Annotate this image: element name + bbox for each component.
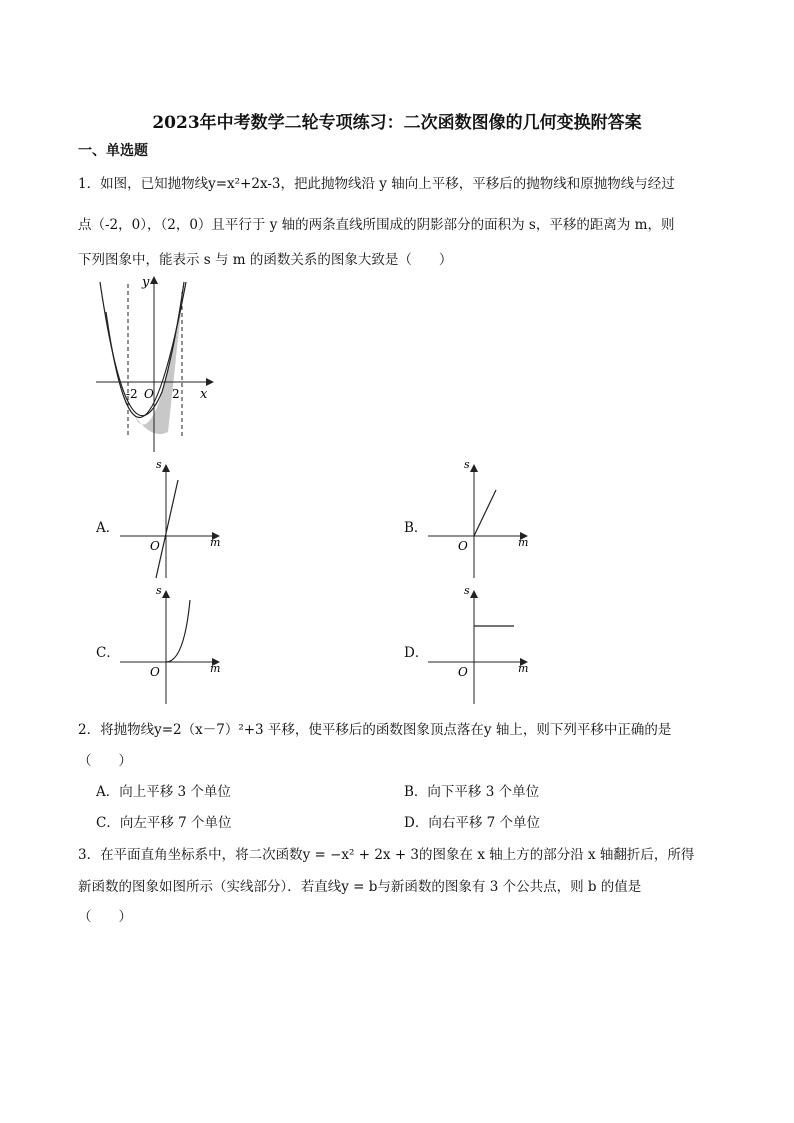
fig-neg2-label: -2 — [126, 387, 138, 401]
opt-a-s: s — [156, 462, 162, 471]
q1-option-d-graph — [424, 588, 534, 706]
q3-line-2: 新函数的图象如图所示（实线部分）．若直线y = b与新函数的图象有 3 个公共点，则 b 的值是 — [78, 879, 642, 895]
q1-option-a-letter[interactable]: A． — [96, 520, 120, 536]
q1-option-c-letter[interactable]: C． — [96, 645, 120, 661]
fig-origin-label: O — [144, 387, 154, 401]
opt-a-m: m — [210, 536, 221, 549]
q1-option-d-letter[interactable]: D． — [404, 645, 429, 661]
q3-line-3: （ ） — [78, 909, 132, 925]
q2-line-1: 2．将抛物线y=2（x－7）²+3 平移，使平移后的函数图象顶点落在y 轴上，则下列平移中正确的是 — [78, 722, 672, 738]
q1-line-2: 点（-2，0），（2，0）且平行于 y 轴的两条直线所围成的阴影部分的面积为 s，平移的距离为 m，则 — [78, 217, 675, 233]
q1-option-a-graph — [116, 462, 226, 580]
opt-c-s: s — [156, 588, 162, 597]
q1-option-c-graph — [116, 588, 226, 706]
q2-line-2: （ ） — [78, 753, 132, 769]
opt-a-o: O — [150, 539, 160, 553]
q3-line-1: 3．在平面直角坐标系中，将二次函数y = −x² + 2x + 3的图象在 x 轴上方的部分沿 x 轴翻折后，所得 — [78, 847, 695, 863]
opt-d-s: s — [464, 588, 470, 597]
q1-line-1: 1．如图，已知抛物线y=x²+2x-3，把此抛物线沿 y 轴向上平移，平移后的抛物线和原抛物线与经过 — [78, 176, 675, 192]
opt-b-o: O — [458, 539, 468, 553]
opt-d-m: m — [518, 662, 529, 675]
q1-option-b-graph — [424, 462, 534, 580]
fig-two-label: 2 — [172, 387, 180, 401]
opt-c-m: m — [210, 662, 221, 675]
q1-option-b-letter[interactable]: B． — [404, 520, 428, 536]
opt-b-s: s — [464, 462, 470, 471]
fig-x-label: x — [200, 387, 208, 402]
section-heading: 一、单选题 — [78, 143, 148, 159]
q2-option-d[interactable]: D．向右平移 7 个单位 — [404, 815, 540, 831]
q2-option-a[interactable]: A．向上平移 3 个单位 — [96, 784, 231, 800]
opt-d-o: O — [458, 665, 468, 679]
q1-parabola-figure — [88, 272, 220, 458]
q2-option-b[interactable]: B．向下平移 3 个单位 — [404, 784, 540, 800]
opt-c-o: O — [150, 665, 160, 679]
page-title: 2023年中考数学二轮专项练习：二次函数图像的几何变换附答案 — [152, 113, 642, 133]
fig-y-label: y — [142, 275, 150, 290]
q2-option-c[interactable]: C．向左平移 7 个单位 — [96, 815, 232, 831]
q1-line-3: 下列图象中，能表示 s 与 m 的函数关系的图象大致是（ ） — [78, 252, 453, 268]
opt-b-m: m — [518, 536, 529, 549]
